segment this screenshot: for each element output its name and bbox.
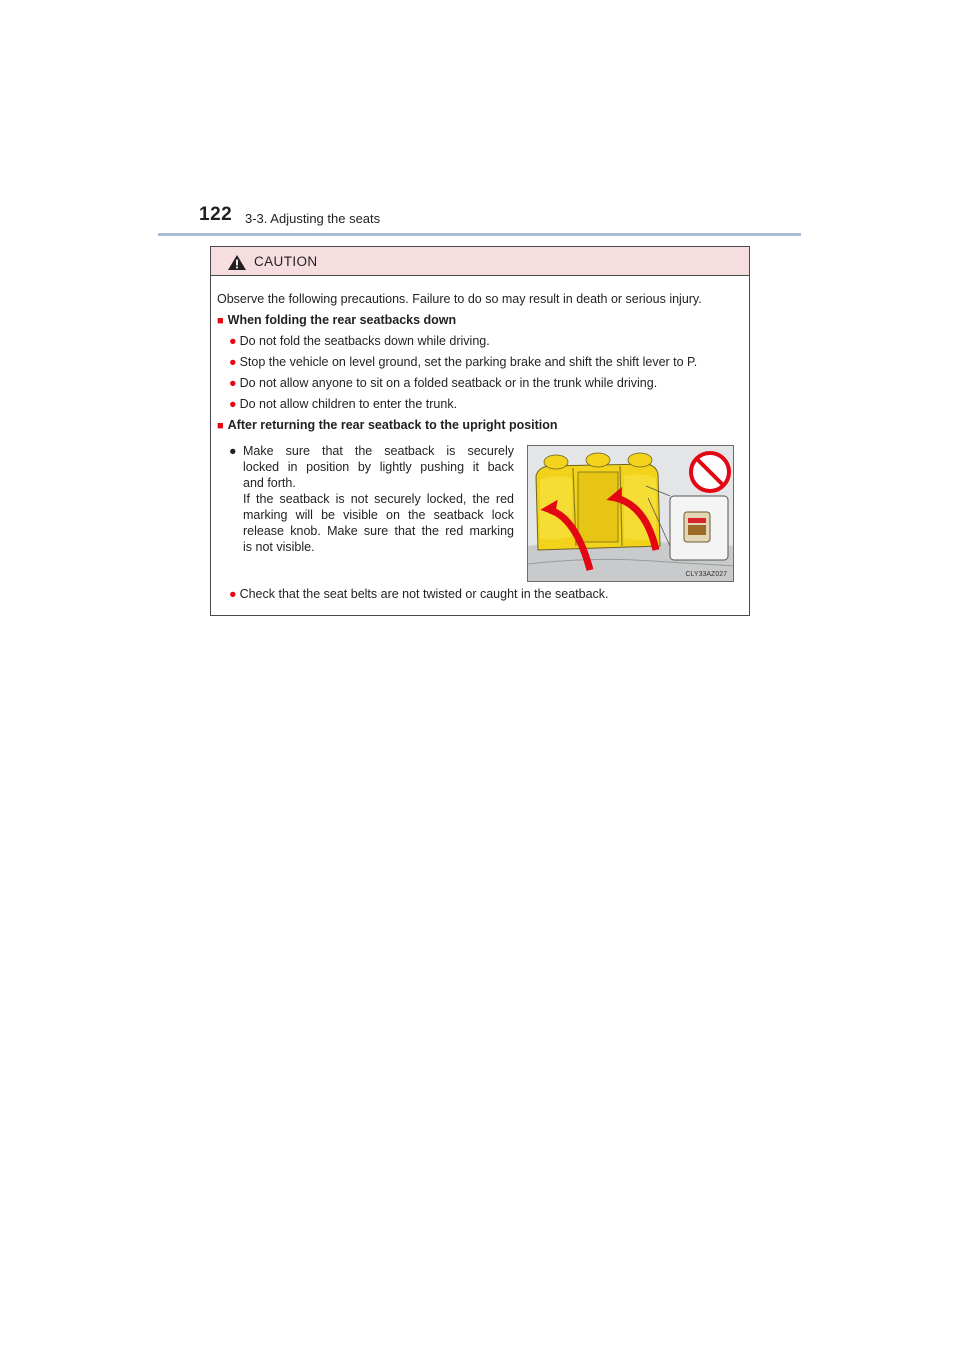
illustration-code: CLY33AZ027 [685,571,727,578]
section-heading: ■ When folding the rear seatbacks down [217,313,457,327]
list-item: ● Check that the seat belts are not twisted or caught in the seatback. [229,587,609,601]
dot-bullet-icon: ● [229,355,237,369]
paragraph-line: If the seatback is not securely locked, the red [243,492,514,506]
list-item: ● Do not allow anyone to sit on a folded seatback or in the trunk while driving. [229,376,658,390]
rear-seat-image [528,446,734,582]
list-item: ● Do not allow children to enter the trunk. [229,397,458,411]
paragraph-line: and forth. [243,476,296,490]
list-item: ● Do not fold the seatbacks down while driving. [229,334,490,348]
section-title: 3-3. Adjusting the seats [245,211,381,226]
section-heading: ■ After returning the rear seatback to the upright position [217,418,558,432]
dot-bullet-icon: ● [229,397,237,411]
square-bullet-icon: ■ [217,315,224,327]
caution-box [210,246,750,616]
warning-triangle-icon [227,254,247,271]
paragraph-line: locked in position by lightly pushing it back [243,460,514,474]
caution-label: CAUTION [254,254,318,269]
caution-header [211,247,749,276]
paragraph-line: Make sure that the seatback is securely [243,444,514,458]
list-item: ● Stop the vehicle on level ground, set the parking brake and shift the shift lever to P. [229,355,698,369]
square-bullet-icon: ■ [217,420,224,432]
page-number: 122 [199,204,233,225]
dot-bullet-icon: ● [229,334,237,348]
list-item-paragraph [243,443,514,555]
seatback-illustration [527,445,734,582]
dot-bullet-icon: ● [229,444,237,458]
caution-intro: Observe the following precautions. Failure to do so may result in death or serious injury. [217,292,702,306]
paragraph-line: is not visible. [243,540,315,554]
paragraph-line: marking will be visible on the seatback lock [243,508,514,522]
paragraph-line: release knob. Make sure that the red marking [243,524,514,538]
dot-bullet-icon: ● [229,587,237,601]
dot-bullet-icon: ● [229,376,237,390]
header-rule [158,233,801,236]
